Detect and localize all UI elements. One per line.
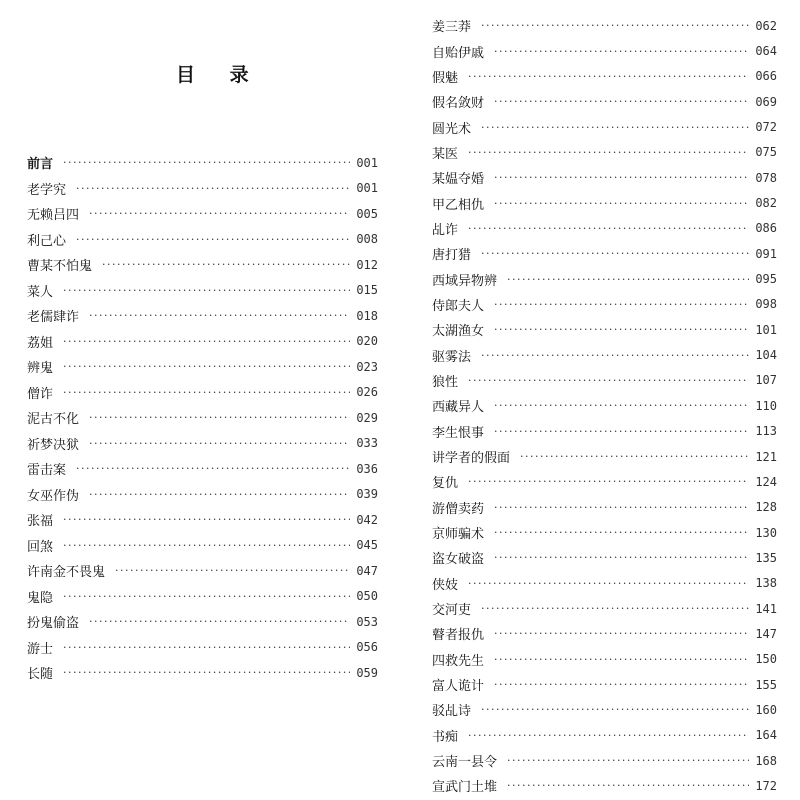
toc-entry[interactable] [27, 660, 378, 686]
toc-entry-title: 鬼隐 [27, 590, 54, 606]
toc-entry[interactable] [27, 507, 378, 533]
toc-entry[interactable] [27, 431, 378, 457]
toc-entry-page: 056 [356, 640, 378, 655]
toc-entry[interactable] [27, 609, 378, 635]
dot-leader [76, 462, 350, 475]
toc-entry[interactable] [432, 748, 777, 773]
toc-entry[interactable] [432, 419, 777, 444]
dot-leader [494, 526, 749, 539]
toc-entry-page: 075 [755, 145, 777, 160]
toc-entry-title: 瞽者报仇 [432, 628, 485, 644]
toc-entry[interactable] [432, 38, 777, 63]
toc-entry-page: 110 [755, 398, 777, 413]
toc-entry-page: 113 [755, 424, 777, 439]
toc-entry-page: 164 [755, 728, 777, 743]
toc-entry-page: 008 [356, 232, 378, 247]
dot-leader [494, 399, 749, 412]
toc-entry-title: 假名敛财 [432, 96, 485, 112]
toc-entry-title: 辨鬼 [27, 361, 54, 377]
dot-leader [494, 45, 749, 58]
toc-entry-title: 利己心 [27, 233, 67, 249]
toc-entry-page: 147 [755, 626, 777, 641]
toc-entry[interactable] [432, 393, 777, 418]
toc-entry-title: 老儒肆诈 [27, 310, 80, 326]
dot-leader [494, 197, 749, 210]
toc-entry-title: 交河吏 [432, 603, 472, 619]
toc-entry[interactable] [432, 647, 777, 672]
toc-entry-page: 023 [356, 359, 378, 374]
toc-entry-page: 091 [755, 246, 777, 261]
toc-entry-title: 游士 [27, 641, 54, 657]
toc-entry-title: 荔姐 [27, 335, 54, 351]
toc-entry-title: 唐打猎 [432, 248, 472, 264]
toc-entry-title: 回煞 [27, 539, 54, 555]
toc-entry-page: 124 [755, 474, 777, 489]
toc-entry-title: 富人诡计 [432, 679, 485, 695]
toc-entry[interactable] [27, 635, 378, 661]
dot-leader [63, 360, 350, 373]
toc-entry-page: 018 [356, 308, 378, 323]
dot-leader [481, 121, 749, 134]
dot-leader [494, 425, 749, 438]
toc-entry-page: 033 [356, 436, 378, 451]
toc-entry-page: 150 [755, 652, 777, 667]
dot-leader [494, 551, 749, 564]
toc-entry-title: 圆光术 [432, 121, 472, 137]
toc-entry[interactable] [432, 444, 777, 469]
dot-leader [494, 171, 749, 184]
dot-leader [507, 273, 749, 286]
toc-entry-title: 祈梦决狱 [27, 437, 80, 453]
toc-entry-page: 168 [755, 753, 777, 768]
toc-entry-page: 130 [755, 525, 777, 540]
toc-entry[interactable] [432, 216, 777, 241]
toc-entry-page: 062 [755, 18, 777, 33]
dot-leader [89, 309, 350, 322]
dot-leader [89, 488, 350, 501]
toc-entry-title: 太湖渔女 [432, 324, 485, 340]
dot-leader [76, 182, 350, 195]
toc-entry[interactable] [432, 520, 777, 545]
dot-leader [481, 19, 749, 32]
toc-entry[interactable] [27, 354, 378, 380]
dot-leader [89, 207, 350, 220]
toc-entry-title: 西藏异人 [432, 400, 485, 416]
toc-entry-title: 雷击案 [27, 463, 67, 479]
dot-leader [481, 602, 749, 615]
toc-entry-page: 072 [755, 120, 777, 135]
dot-leader [63, 284, 350, 297]
toc-entry-page: 141 [755, 601, 777, 616]
dot-leader [494, 627, 749, 640]
dot-leader [468, 475, 749, 488]
dot-leader [63, 666, 350, 679]
toc-entry-page: 138 [755, 576, 777, 591]
toc-entry-page: 029 [356, 410, 378, 425]
toc-entry[interactable] [27, 201, 378, 227]
toc-entry-page: 015 [356, 283, 378, 298]
toc-entry[interactable] [27, 252, 378, 278]
toc-entry[interactable] [432, 621, 777, 646]
toc-entry-title: 假魅 [432, 70, 459, 86]
toc-entry[interactable] [432, 697, 777, 722]
page-title: 目 录 [176, 64, 263, 86]
toc-entry-title: 讲学者的假面 [432, 451, 511, 467]
toc-entry-title: 泥古不化 [27, 412, 80, 428]
dot-leader [63, 590, 350, 603]
dot-leader [468, 222, 749, 235]
toc-entry[interactable] [432, 495, 777, 520]
dot-leader [63, 386, 350, 399]
dot-leader [468, 70, 749, 83]
toc-entry-page: 082 [755, 196, 777, 211]
toc-entry[interactable] [27, 456, 378, 482]
toc-entry-page: 172 [755, 778, 777, 793]
toc-entry-title: 书痴 [432, 729, 459, 745]
toc-entry-page: 001 [356, 181, 378, 196]
toc-entry-title: 复仇 [432, 476, 459, 492]
toc-entry-title: 乩诈 [432, 222, 459, 238]
toc-entry-title: 老学究 [27, 182, 67, 198]
toc-entry-title: 张福 [27, 514, 54, 530]
toc-entry-title: 某媪夺婚 [432, 172, 485, 188]
toc-entry[interactable] [432, 140, 777, 165]
toc-entry-page: 053 [356, 614, 378, 629]
toc-entry[interactable] [27, 303, 378, 329]
toc-entry-title: 自贻伊戚 [432, 45, 485, 61]
toc-entry-page: 104 [755, 348, 777, 363]
toc-entry-title: 某医 [432, 146, 459, 162]
toc-entry[interactable] [432, 64, 777, 89]
toc-entry-title: 侍郎夫人 [432, 298, 485, 314]
toc-entry[interactable] [432, 292, 777, 317]
toc-entry-title: 菜人 [27, 284, 54, 300]
toc-entry[interactable] [432, 89, 777, 114]
dot-leader [468, 146, 749, 159]
toc-entry-title: 西域异物辨 [432, 273, 498, 289]
toc-entry-page: 155 [755, 677, 777, 692]
toc-entry[interactable] [432, 342, 777, 367]
dot-leader [115, 564, 350, 577]
dot-leader [89, 615, 350, 628]
toc-entry-page: 101 [755, 322, 777, 337]
toc-entry-title: 驱雾法 [432, 349, 472, 365]
toc-entry[interactable] [432, 545, 777, 570]
dot-leader [468, 729, 749, 742]
dot-leader [494, 298, 749, 311]
toc-entry-page: 012 [356, 257, 378, 272]
dot-leader [63, 335, 350, 348]
dot-leader [102, 258, 350, 271]
toc-entry[interactable] [432, 317, 777, 342]
toc-entry-title: 姜三莽 [432, 20, 472, 36]
toc-entry[interactable] [27, 558, 378, 584]
toc-entry[interactable] [27, 584, 378, 610]
toc-left-column [27, 150, 378, 686]
toc-entry-page: 005 [356, 206, 378, 221]
toc-entry[interactable] [432, 165, 777, 190]
toc-entry-page: 098 [755, 297, 777, 312]
toc-entry[interactable] [432, 190, 777, 215]
toc-entry-page: 039 [356, 487, 378, 502]
dot-leader [494, 501, 749, 514]
toc-entry[interactable] [27, 150, 378, 176]
toc-entry[interactable] [432, 114, 777, 139]
toc-entry-page: 064 [755, 44, 777, 59]
dot-leader [89, 437, 350, 450]
dot-leader [494, 95, 749, 108]
dot-leader [507, 779, 749, 792]
dot-leader [481, 703, 749, 716]
toc-entry-page: 069 [755, 94, 777, 109]
dot-leader [494, 678, 749, 691]
toc-entry[interactable] [432, 571, 777, 596]
toc-entry-title: 游僧卖药 [432, 501, 485, 517]
toc-entry-page: 020 [356, 334, 378, 349]
dot-leader [63, 156, 350, 169]
toc-entry[interactable] [432, 469, 777, 494]
toc-entry[interactable] [432, 723, 777, 748]
toc-entry-page: 047 [356, 563, 378, 578]
toc-entry-page: 050 [356, 589, 378, 604]
dot-leader [520, 450, 749, 463]
toc-entry-page: 135 [755, 550, 777, 565]
toc-entry-page: 160 [755, 702, 777, 717]
toc-entry-page: 059 [356, 665, 378, 680]
toc-entry-title: 长随 [27, 667, 54, 683]
toc-entry[interactable] [27, 482, 378, 508]
toc-entry-page: 042 [356, 512, 378, 527]
dot-leader [507, 754, 749, 767]
toc-entry-title: 京师骗术 [432, 527, 485, 543]
toc-right-column [432, 13, 777, 799]
toc-entry-title: 驳乩诗 [432, 704, 472, 720]
toc-entry[interactable] [27, 227, 378, 253]
toc-entry[interactable] [27, 405, 378, 431]
dot-leader [76, 233, 350, 246]
toc-entry[interactable] [432, 241, 777, 266]
toc-entry-page: 107 [755, 373, 777, 388]
dot-leader [481, 349, 749, 362]
toc-entry-title: 狼性 [432, 374, 459, 390]
toc-entry-title: 李生恨事 [432, 425, 485, 441]
toc-entry-title: 四救先生 [432, 653, 485, 669]
dot-leader [494, 323, 749, 336]
toc-entry-page: 026 [356, 385, 378, 400]
toc-entry[interactable] [27, 533, 378, 559]
toc-entry-title: 盗女破盗 [432, 552, 485, 568]
toc-entry[interactable] [27, 176, 378, 202]
toc-entry-title: 云南一县令 [432, 755, 498, 771]
toc-entry[interactable] [432, 13, 777, 38]
toc-entry-title: 曹某不怕鬼 [27, 259, 93, 275]
toc-entry-title: 许南金不畏鬼 [27, 565, 106, 581]
toc-entry-page: 066 [755, 69, 777, 84]
toc-entry-title: 宣武门土堆 [432, 780, 498, 796]
toc-entry-title: 僧诈 [27, 386, 54, 402]
toc-entry-page: 078 [755, 170, 777, 185]
toc-entry-title: 女巫作伪 [27, 488, 80, 504]
toc-entry-page: 128 [755, 500, 777, 515]
toc-entry-title: 扮鬼偷盗 [27, 616, 80, 632]
toc-entry[interactable] [27, 329, 378, 355]
toc-entry-page: 036 [356, 461, 378, 476]
toc-entry[interactable] [432, 773, 777, 798]
toc-entry-page: 086 [755, 221, 777, 236]
toc-entry-page: 095 [755, 272, 777, 287]
toc-entry-title: 侠妓 [432, 577, 459, 593]
toc-entry-title: 前言 [27, 157, 54, 173]
dot-leader [89, 411, 350, 424]
dot-leader [494, 653, 749, 666]
dot-leader [63, 641, 350, 654]
dot-leader [63, 513, 350, 526]
dot-leader [468, 374, 749, 387]
toc-entry-page: 045 [356, 538, 378, 553]
toc-entry[interactable] [432, 672, 777, 697]
toc-entry[interactable] [27, 380, 378, 406]
toc-entry[interactable] [432, 368, 777, 393]
toc-entry-page: 121 [755, 449, 777, 464]
dot-leader [481, 247, 749, 260]
toc-entry[interactable] [27, 278, 378, 304]
dot-leader [468, 577, 749, 590]
toc-entry-title: 甲乙相仇 [432, 197, 485, 213]
toc-entry-page: 001 [356, 155, 378, 170]
toc-entry[interactable] [432, 596, 777, 621]
dot-leader [63, 539, 350, 552]
toc-entry[interactable] [432, 266, 777, 291]
toc-entry-title: 无赖吕四 [27, 208, 80, 224]
